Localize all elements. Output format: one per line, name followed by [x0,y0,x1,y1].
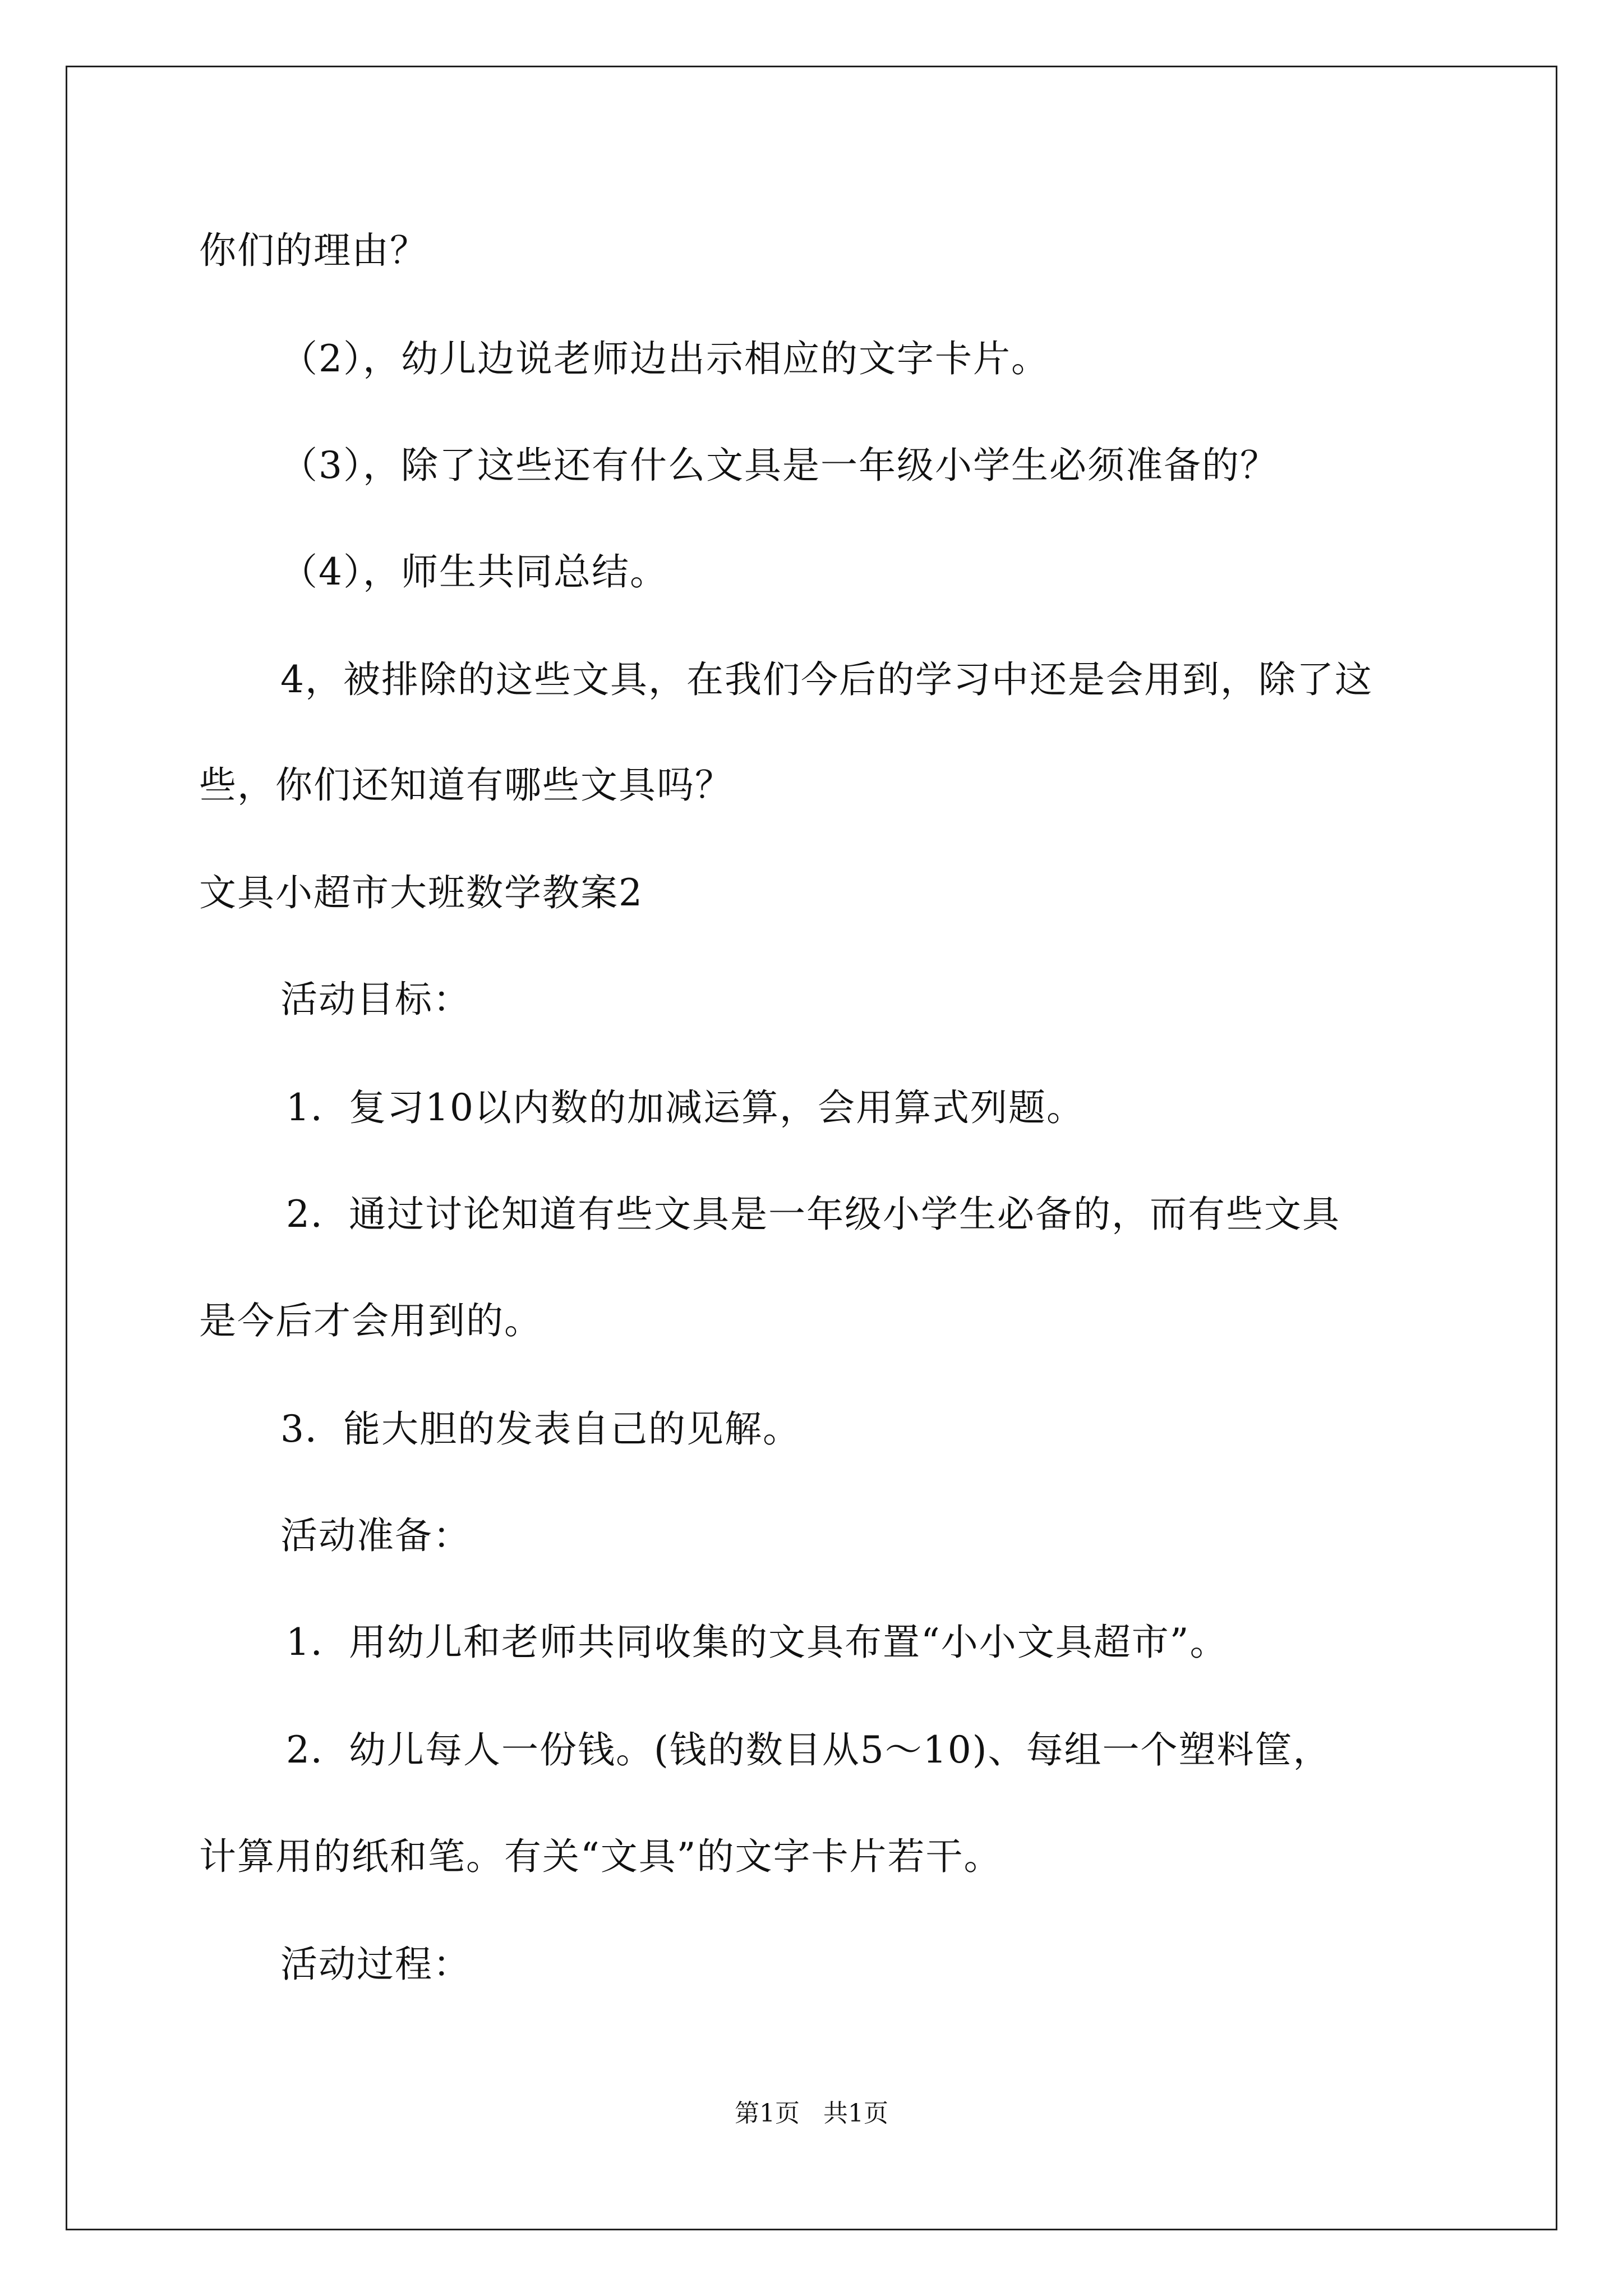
text-line-item-4: 4，被排除的这些文具，在我们今后的学习中还是会用到，除了这 [280,658,1373,701]
prep-item-2-cont: 计算用的纸和笔。有关“文具”的文字卡片若干。 [199,1835,1002,1878]
section-title: 文具小超市大班数学教案2 [199,871,643,914]
heading-activity-goals: 活动目标： [280,978,471,1021]
text-line-item-4-cont: 些，你们还知道有哪些文具吗？ [199,763,733,807]
text-line-step-2: （2），幼儿边说老师边出示相应的文字卡片。 [280,337,1049,380]
text-line-step-3: （3），除了这些还有什么文具是一年级小学生必须准备的？ [280,444,1278,487]
page-border [66,66,1557,2230]
heading-activity-prep: 活动准备： [280,1514,471,1557]
text-line-reason: 你们的理由？ [199,229,428,272]
goal-item-2: 2．通过讨论知道有些文具是一年级小学生必备的，而有些文具 [286,1193,1340,1236]
prep-item-1: 1．用幼儿和老师共同收集的文具布置“小小文具超市”。 [286,1621,1228,1664]
goal-item-1: 1．复习10以内数的加减运算，会用算式列题。 [286,1086,1085,1129]
goal-item-3: 3．能大胆的发表自己的见解。 [280,1407,801,1451]
prep-item-2: 2．幼儿每人一份钱。(钱的数目从5～10)、每组一个塑料筐， [286,1728,1331,1772]
page-number-footer: 第1页 共1页 [735,2099,888,2128]
text-line-step-4: （4），师生共同总结。 [280,550,668,593]
goal-item-2-cont: 是今后才会用到的。 [199,1299,542,1342]
heading-activity-process: 活动过程： [280,1943,471,1986]
